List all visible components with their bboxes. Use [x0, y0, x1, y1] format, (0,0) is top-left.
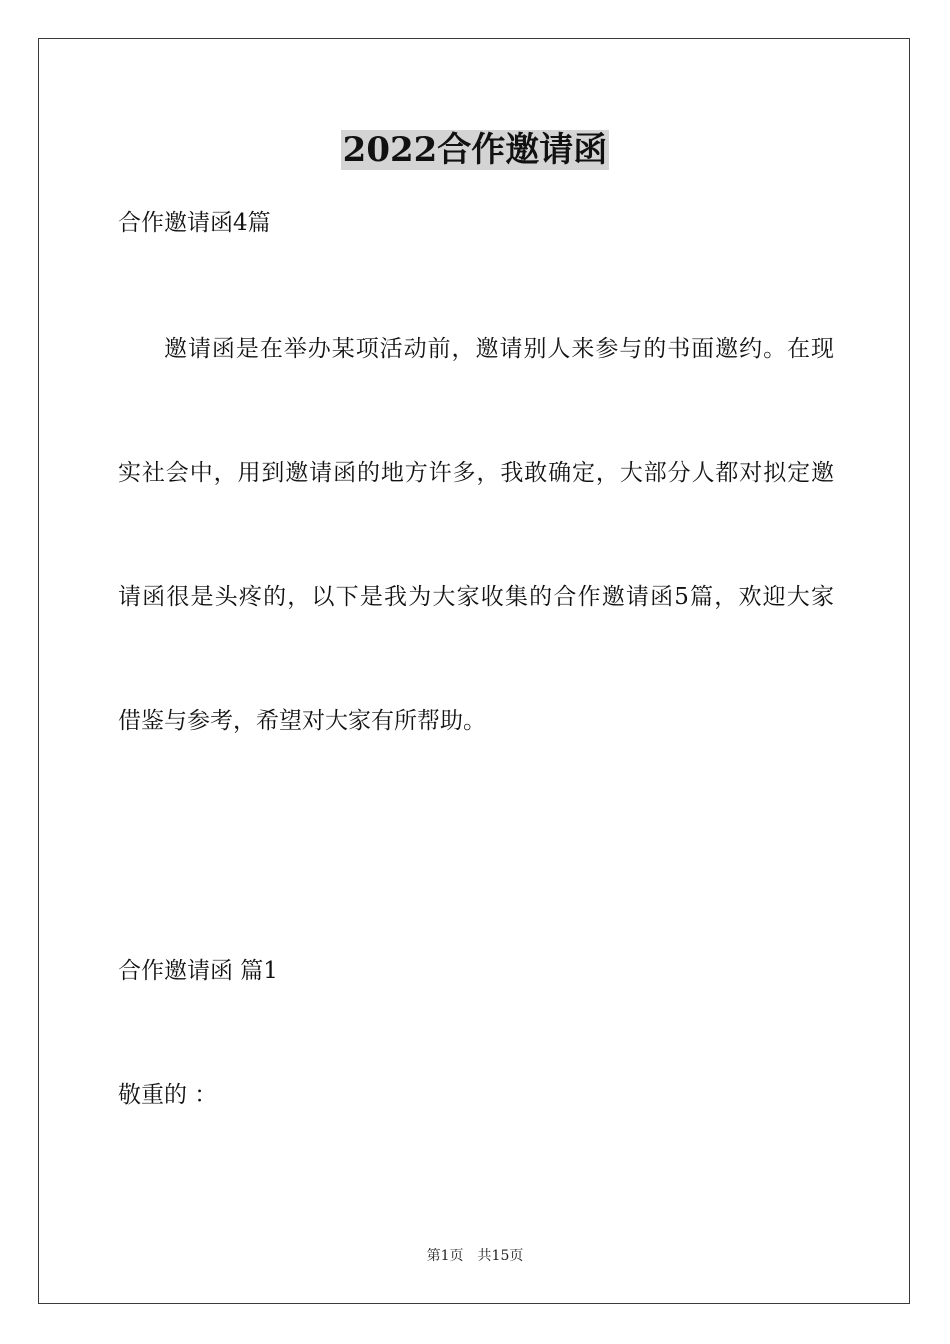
- page-number: 第1页: [426, 1248, 464, 1264]
- page-footer: [0, 1247, 950, 1265]
- document-subtitle: 合作邀请函4篇: [118, 210, 271, 236]
- intro-paragraph-line-4: 借鉴与参考，希望对大家有所帮助。: [118, 708, 486, 734]
- page-total: 共15页: [477, 1248, 524, 1264]
- section-heading: 合作邀请函 篇1: [118, 958, 278, 984]
- salutation: 敬重的 ：: [118, 1082, 218, 1108]
- document-title-text: 2022合作邀请函: [342, 130, 608, 170]
- intro-paragraph-line-1: 邀请函是在举办某项活动前，邀请别人来参与的书面邀约。在现: [164, 336, 834, 362]
- document-title: [0, 128, 950, 172]
- intro-paragraph-line-3: 请函很是头疼的，以下是我为大家收集的合作邀请函5篇，欢迎大家: [118, 584, 834, 610]
- intro-paragraph-line-2: 实社会中，用到邀请函的地方许多，我敢确定，大部分人都对拟定邀: [118, 460, 834, 486]
